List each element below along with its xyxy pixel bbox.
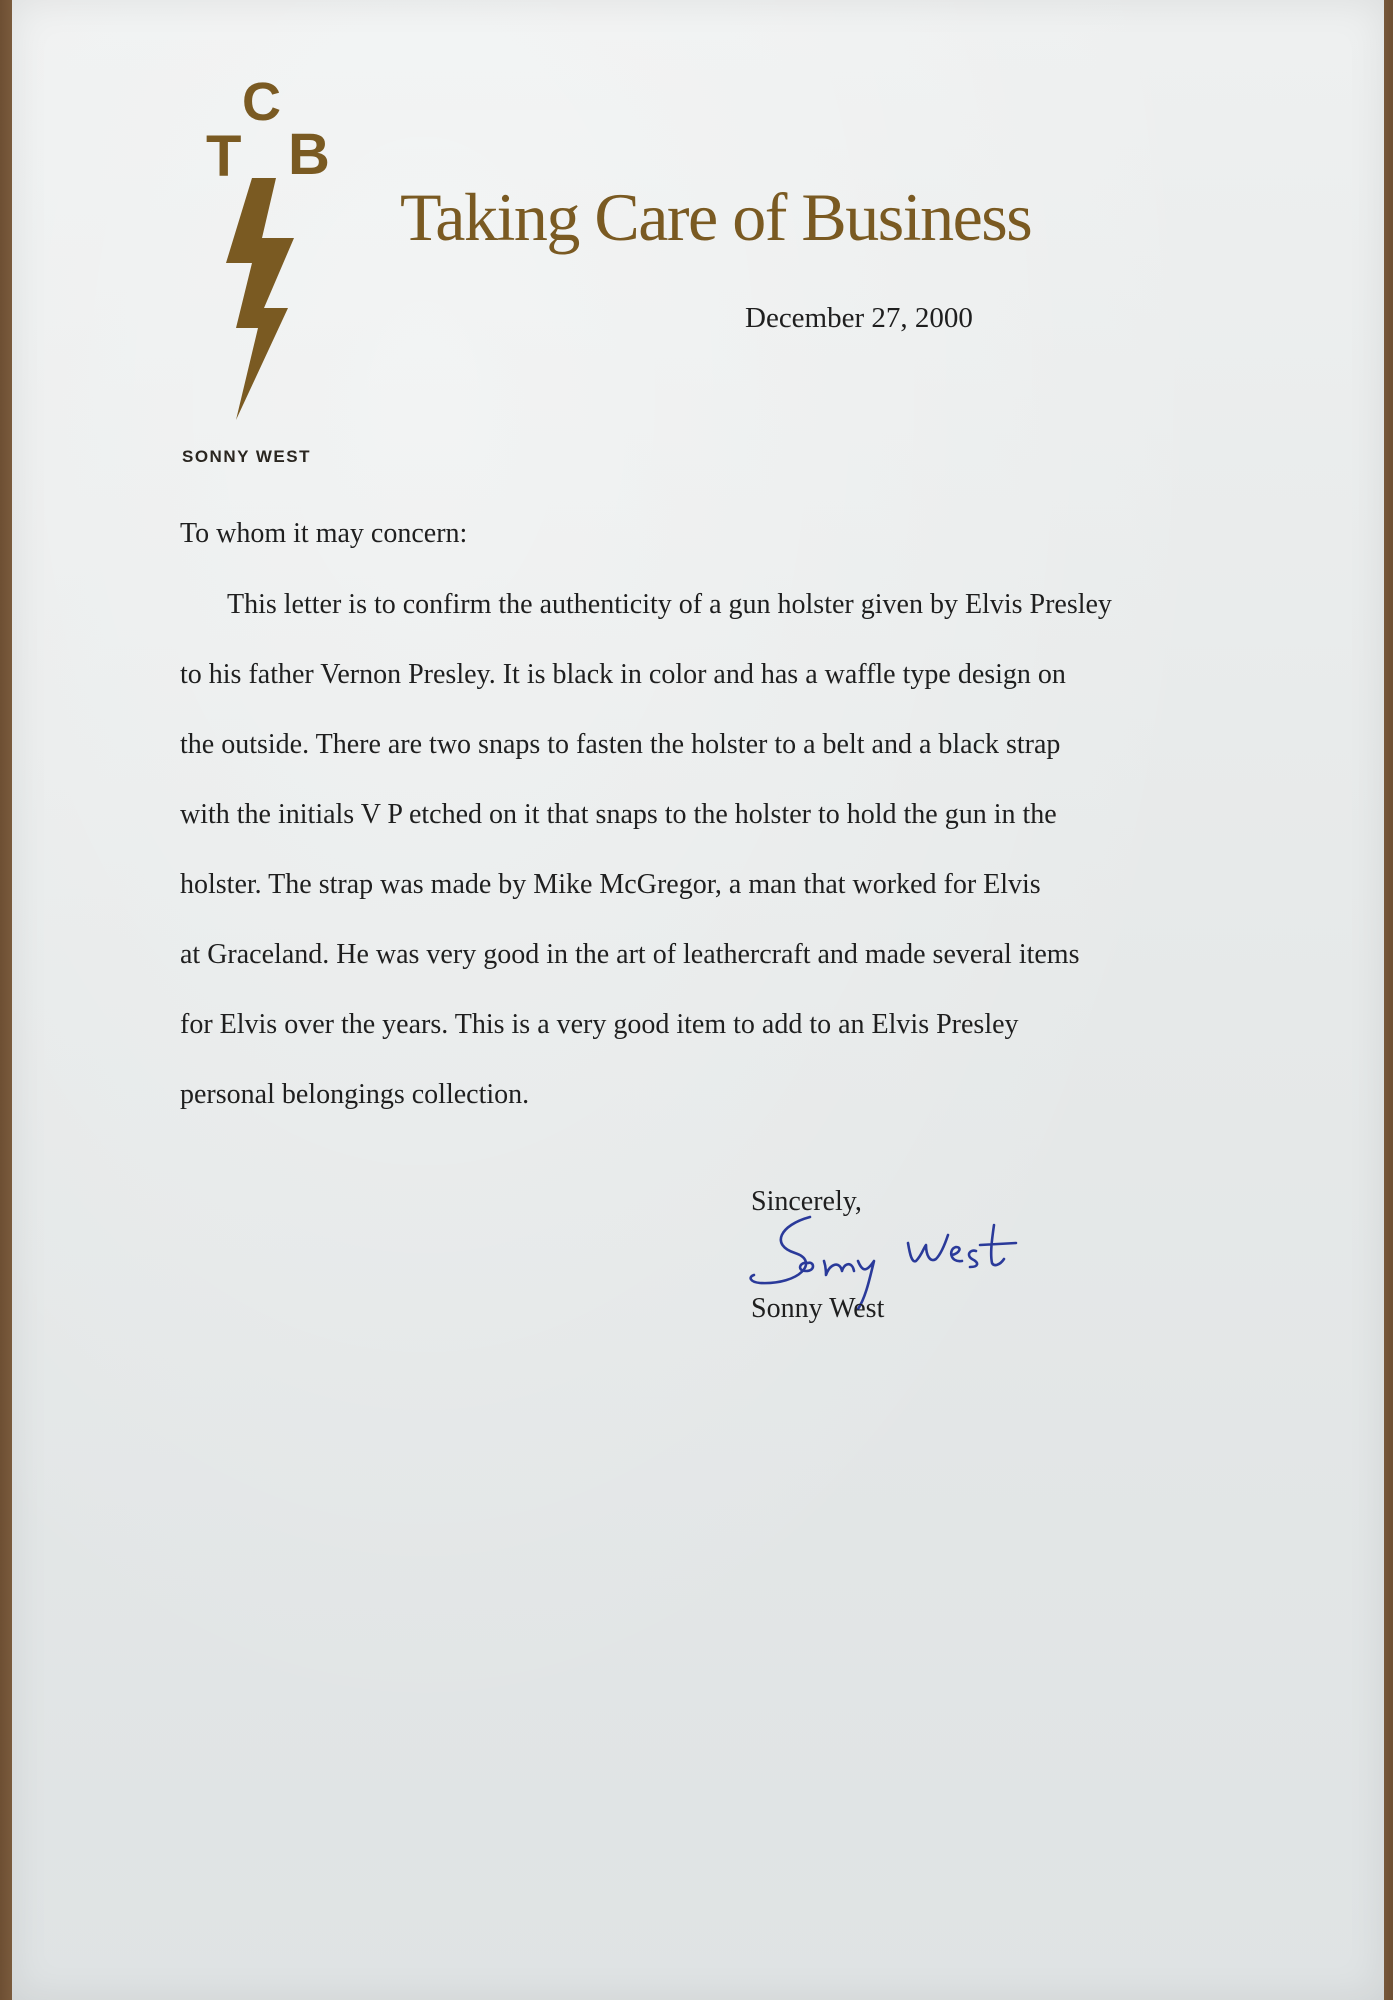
letter-date: December 27, 2000 — [745, 302, 973, 334]
letter-closing: Sincerely, — [751, 1186, 862, 1217]
letterhead-title: Taking Care of Business — [400, 179, 1032, 255]
letterhead-name: SONNY WEST — [182, 447, 311, 466]
logo-letter-t: T — [206, 124, 242, 189]
body-line: This letter is to confirm the authenticity of a gun holster given by Elvis Presley — [227, 589, 1112, 620]
body-line: the outside. There are two snaps to fasten the holster to a belt and a black strap — [180, 729, 1061, 760]
logo-bolt — [226, 178, 294, 420]
letter-salutation: To whom it may concern: — [180, 518, 468, 549]
logo-letter-c: C — [242, 78, 281, 132]
body-line: at Graceland. He was very good in the art of leathercraft and made several items — [180, 939, 1080, 970]
body-line: to his father Vernon Presley. It is black in color and has a waffle type design on — [180, 659, 1066, 690]
body-line: for Elvis over the years. This is a very good item to add to an Elvis Presley — [180, 1009, 1019, 1040]
logo-letter-b: B — [288, 122, 330, 187]
letter-paper — [12, 0, 1384, 2000]
letter-signer: Sonny West — [751, 1293, 885, 1324]
body-line: holster. The strap was made by Mike McGregor, a man that worked for Elvis — [180, 869, 1041, 900]
letter-body — [180, 585, 1270, 1145]
body-line: personal belongings collection. — [180, 1079, 530, 1110]
body-line: with the initials V P etched on it that snaps to the holster to hold the gun in the — [180, 799, 1057, 830]
tcb-logo — [202, 78, 362, 428]
lightning-bolt-icon — [202, 78, 362, 428]
